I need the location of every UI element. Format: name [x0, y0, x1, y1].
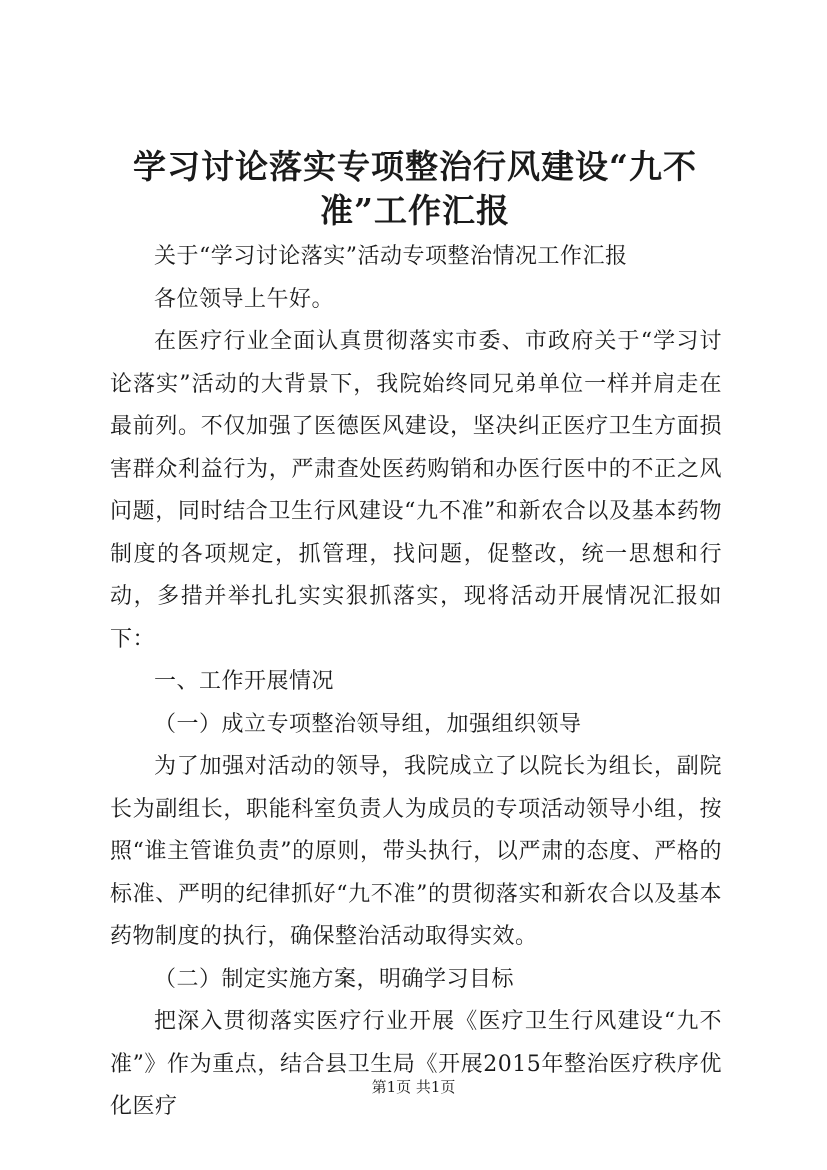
subsection-heading-2: （二）制定实施方案，明确学习目标: [154, 966, 515, 992]
subtitle-paragraph: 关于“学习讨论落实”活动专项整治情况工作汇报: [154, 244, 628, 269]
page-number-footer: 第1页 共1页: [371, 1078, 456, 1096]
document-body: [110, 236, 722, 1129]
intro-paragraph: 在医疗行业全面认真贯彻落实市委、市政府关于“学习讨论落实”活动的大背景下，我院始终同兄弟单位一样并肩走在最前列。不仅加强了医德医风建设，坚决纠正医疗卫生方面损害群众利益行为，严肃查处医药购销和办医行医中的不正之风问题，同时结合卫生行风建设“九不准”和新农合以及基本药物制度的各项规定，抓管理，找问题，促整改，统一思想和行动，多措并举扎扎实实狠抓落实，现将活动开展情况汇报如下：: [110, 329, 722, 652]
greeting-paragraph: 各位领导上午好。: [154, 286, 335, 312]
section-heading: 一、工作开展情况: [154, 669, 335, 694]
body-paragraph-1: 为了加强对活动的领导，我院成立了以院长为组长，副院长为副组长，职能科室负责人为成员的专项活动领导小组，按照“谁主管谁负责”的原则，带头执行，以严肃的态度、严格的标准、严明的纪律抓好“九不准”的贯彻落实和新农合以及基本药物制度的执行，确保整治活动取得实效。: [110, 754, 722, 949]
subsection-heading-1: （一）成立专项整治领导组，加强组织领导: [154, 711, 582, 737]
document-title: 学习讨论落实专项整治行风建设“九不准”工作汇报: [133, 147, 697, 230]
body-paragraph-2: 把深入贯彻落实医疗行业开展《医疗卫生行风建设“九不准”》作为重点，结合县卫生局《开展2015年整治医疗秩序优化医疗: [110, 1009, 722, 1119]
